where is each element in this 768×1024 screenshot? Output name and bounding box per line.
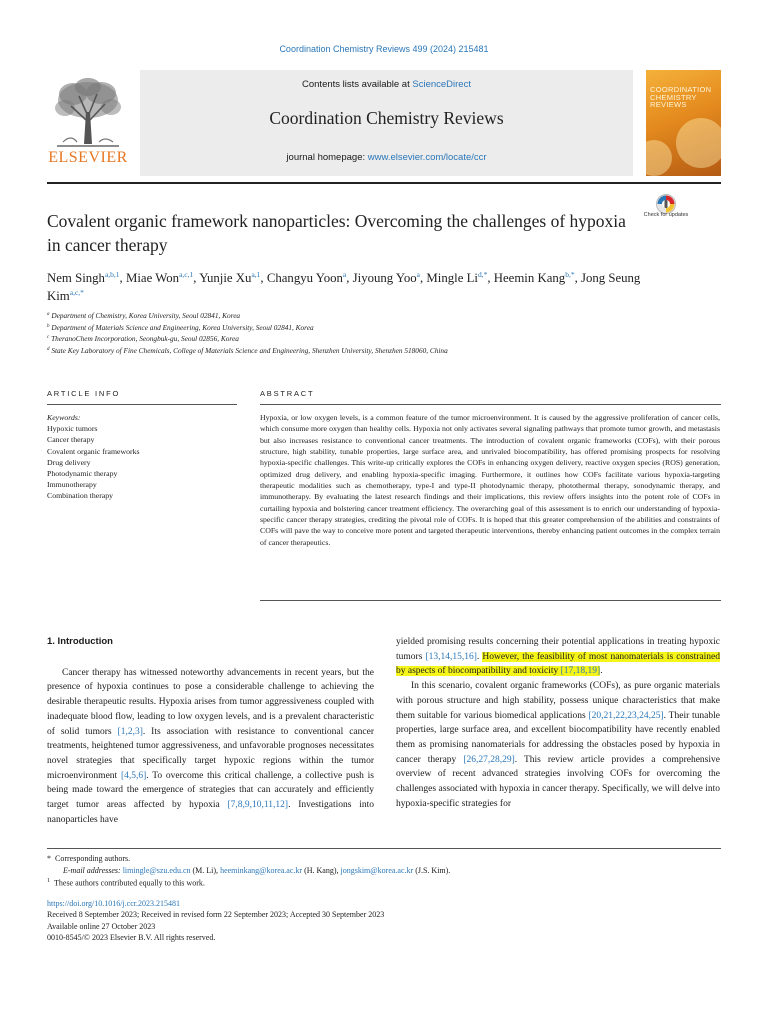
email-owner: (M. Li), <box>190 865 221 875</box>
equal-contribution-note: These authors contributed equally to this work. <box>54 878 205 888</box>
article-title: Covalent organic framework nanoparticles: Overcoming the challenges of hypoxia in cancer therapy <box>47 211 626 255</box>
citation-link[interactable]: [4,5,6] <box>120 770 147 781</box>
keyword-item: Covalent organic frameworks <box>47 446 140 456</box>
journal-masthead <box>47 70 721 176</box>
author-name: Jong Seung Kim <box>47 271 641 303</box>
text-run: . Their tunable properties, large surface area, and excellent biocompatibility have recently enabled them as promising nanomaterials for addressing the obstacles posed by hypoxia in cancer therapy <box>396 710 720 765</box>
elsevier-wordmark: ELSEVIER <box>48 149 128 166</box>
journal-title: Coordination Chemistry Reviews <box>269 108 504 128</box>
email-footnote <box>47 865 721 877</box>
intro-paragraph-1 <box>47 666 374 828</box>
corresponding-mark: * <box>47 854 51 863</box>
author-affiliation-marks[interactable]: a,1 <box>251 270 261 279</box>
abstract-heading: ABSTRACT <box>260 389 315 398</box>
text-run: . <box>600 666 603 677</box>
email-owner: (H. Kang), <box>302 865 341 875</box>
text-run: . This review article provides a comprehensive overview of recent advanced strategies involving COFs for overcoming the challenges associated with hypoxia in cancer therapy. Specifically, we will delve into hypoxia-specific strategies for <box>396 754 720 809</box>
article-info-rule <box>47 404 237 405</box>
crossmark-badge[interactable] <box>648 193 684 229</box>
citation-link[interactable]: [17,18,19] <box>560 666 601 677</box>
journal-citation-link[interactable]: Coordination Chemistry Reviews 499 (2024) 215481 <box>279 44 489 54</box>
affiliation-item <box>47 310 647 322</box>
keyword-item: Photodynamic therapy <box>47 469 118 479</box>
journal-homepage-line <box>140 152 633 163</box>
author-affiliation-marks[interactable]: a,c,1 <box>179 270 194 279</box>
author-name: Miae Won <box>125 271 180 285</box>
keyword-item: Hypoxic tumors <box>47 424 98 434</box>
text-run: . To overcome this critical challenge, a collective push is being made toward the emergence of strategies that can accurately and efficiently target tumor areas affected by hypoxia <box>47 770 374 811</box>
author-name: Yunjie Xu <box>199 271 252 285</box>
publication-info <box>47 898 721 943</box>
elsevier-logo[interactable] <box>47 70 129 176</box>
author-affiliation-marks[interactable]: b,* <box>565 270 575 279</box>
author-name: Heemin Kang <box>493 271 566 285</box>
author-affiliation-marks[interactable]: a <box>416 270 421 279</box>
citation-link[interactable]: [26,27,28,29] <box>463 754 515 765</box>
affiliation-mark: b <box>47 323 50 329</box>
author-list: Nem Singh$^{a,b,1}$, Miae Won$^{a,c,1}$, Yunjie Xu$^{a,1}$, Changyu Yoon$^a$, Jiyoung Yoo$^a$, Mingle $Li^{d,*}$, Heemin Kang$^{b,*}$, Jong Seung Kim$^{a,c,*}$ <box>47 270 641 303</box>
equal-contribution-footnote <box>47 876 721 889</box>
keywords-list <box>47 423 227 501</box>
text-run: . Investigations into nanoparticles have <box>47 800 374 825</box>
author <box>353 271 420 285</box>
section-heading-introduction: 1. Introduction <box>47 636 113 647</box>
journal-cover-thumbnail[interactable] <box>646 70 721 176</box>
author-name: Changyu Yoon <box>266 271 343 285</box>
email-link[interactable]: limingle@szu.edu.cn <box>122 865 191 875</box>
text-run: . Its association with resistance to conventional cancer treatments, heightened tumor aggressiveness, and unfavorable prognoses necessitates novel strategies that specifically target hypoxic regions within the tumor microenvironment <box>47 726 374 781</box>
affiliation-mark: a <box>47 312 50 317</box>
affiliation-text: Department of Materials Science and Engineering, Korea University, Seoul 02841, Korea <box>51 322 314 332</box>
email-label: E-mail addresses: <box>63 865 123 875</box>
author-name: Mingle Li <box>426 271 478 285</box>
masthead-rule <box>47 182 721 184</box>
body-column-right <box>396 635 720 811</box>
abstract-text: Hypoxia, or low oxygen levels, is a common feature of the tumor microenvironment. It is caused by the aggressive proliferation of cancer cells, which consume more oxygen than healthy cells. Hypoxia not only activates several signaling pathways that promote tumor growth, and metastasis but also increases resistance to conventional cancer treatments. The introduction of covalent organic frameworks (COFs), with their porous structure, high stability, tunable properties, large surface area, and unrivaled biocompatibility, has offered promising prospects for resolving hypoxia-specific challenges. This write-up critically explores the COFs in enhancing oxygen delivery, reactive oxygen species (ROS) generation, optimized drug delivery, and enabling hypoxia-specific imaging. Furthermore, it outlines how COFs facilitate various hypoxia-targeting therapeutic modalities such as chemotherapy, type-I and type-II photodynamic therapy, photothermal therapy, sonodynamic therapy, and immunotherapy. By evaluating the latest research findings and their implications, this review offers insights into the potent role of COFs in curtailing hypoxia and bolstering cancer treatment efficiency. The overarching goal of this assessment is to enrich our understanding of hypoxia-specific cancer therapy strategies, crediting the pivotal role of COFs. It is hoped that this greater comprehension of the abilities and constraints of COFs will pave the way to conceive more potent and targeted therapeutic interventions, thereby enhancing patient outcomes in the complex terrain of cancer therapeutics. <box>260 413 720 547</box>
equal-mark: 1 <box>47 878 50 884</box>
email-link[interactable]: heeminkang@korea.ac.kr <box>220 865 303 875</box>
crossmark-label: Check for updates <box>643 212 689 218</box>
author <box>426 271 487 285</box>
cover-title: COORDINATION CHEMISTRY REVIEWS <box>650 85 712 109</box>
text-run: yielded promising results concerning their potential applications in treating hypoxic tumors <box>396 637 720 662</box>
footnotes <box>47 853 721 889</box>
affiliation-text: TheranoChem Incorporation, Seongbuk-gu, Seoul 02856, Korea <box>51 334 239 343</box>
keywords-block <box>47 412 227 502</box>
contents-prefix: Contents lists available at <box>302 79 413 90</box>
abstract-rule <box>260 404 721 405</box>
intro-paragraph-1-continued <box>396 635 720 679</box>
affiliations-list <box>47 310 647 356</box>
email-link[interactable]: jongskim@korea.ac.kr <box>340 865 414 875</box>
intro-paragraph-2 <box>396 679 720 811</box>
author <box>199 271 260 285</box>
citation-link[interactable]: [1,2,3] <box>117 726 143 737</box>
affiliation-mark: c <box>47 335 50 340</box>
affiliation-text: Department of Chemistry, Korea University, Seoul 02841, Korea <box>51 311 241 320</box>
article-info-heading: ARTICLE INFO <box>47 389 121 398</box>
doi-link[interactable]: https://doi.org/10.1016/j.ccr.2023.215481 <box>47 899 180 908</box>
corresponding-footnote <box>47 853 721 865</box>
author <box>267 271 346 285</box>
text-run: In this scenario, covalent organic frameworks (COFs), as pure organic materials with porous structure and high stability, possess unique characteristics that make them suitable for various biomedical applications <box>396 681 720 721</box>
available-online-date: Available online 27 October 2023 <box>47 921 156 931</box>
text-run: . <box>476 651 483 662</box>
author-name: Jiyoung Yoo <box>352 271 417 285</box>
author-affiliation-marks[interactable]: d,* <box>477 270 488 279</box>
author <box>47 271 120 285</box>
journal-info-band <box>140 70 633 176</box>
received-dates: Received 8 September 2023; Received in revised form 22 September 2023; Accepted 30 September 2023 <box>47 910 385 920</box>
author-affiliation-marks[interactable]: a <box>342 270 347 279</box>
affiliation-text: State Key Laboratory of Fine Chemicals, College of Materials Science and Engineering, Shenzhen University, Shenzhen 518060, China <box>51 345 448 355</box>
text-run: Cancer therapy has witnessed noteworthy advancements in recent years, but the presence of hypoxia continues to pose a considerable challenge to achieving the desirable therapeutic results. Hypoxia arises from tumor aggressiveness coupled with inadequate blood flow, leading to low oxygen levels, and is a prevalent characteristic of solid tumors <box>47 667 374 737</box>
homepage-prefix: journal homepage: <box>286 152 368 163</box>
citation-link[interactable]: [13,14,15,16] <box>425 651 477 662</box>
author-name: Nem Singh <box>47 271 105 285</box>
affiliation-item <box>47 333 647 345</box>
sciencedirect-link[interactable]: ScienceDirect <box>412 79 471 90</box>
author-affiliation-marks[interactable]: a,b,1 <box>104 270 120 279</box>
keyword-item: Immunotherapy <box>47 480 97 490</box>
keywords-label: Keywords: <box>47 413 81 422</box>
email-list <box>123 866 451 875</box>
citation-link[interactable]: [7,8,9,10,11,12] <box>227 800 289 811</box>
text-run: However, the feasibility of most nanomaterials is constrained by aspects of biocompatibility and toxicity <box>396 651 720 677</box>
affiliation-item <box>47 345 647 357</box>
affiliation-item <box>47 322 647 334</box>
footnote-rule <box>47 848 721 849</box>
corresponding-label: Corresponding authors. <box>55 854 131 863</box>
author-affiliation-marks[interactable]: a,c,* <box>69 288 84 297</box>
author <box>494 271 575 285</box>
body-column-left <box>47 635 374 827</box>
abstract-bottom-rule <box>260 600 721 601</box>
contents-available-line <box>140 79 633 90</box>
elsevier-tree-icon <box>51 76 125 148</box>
author <box>126 271 193 285</box>
keyword-item: Combination therapy <box>47 491 114 501</box>
affiliation-mark: d <box>47 346 50 352</box>
copyright-line: 0010-8545/© 2023 Elsevier B.V. All rights reserved. <box>47 932 216 942</box>
journal-homepage-link[interactable]: www.elsevier.com/locate/ccr <box>367 152 487 163</box>
citation-link[interactable]: [20,21,22,23,24,25] <box>588 710 664 721</box>
keyword-item: Cancer therapy <box>47 435 95 445</box>
keyword-item: Drug delivery <box>47 457 91 467</box>
email-owner: (J.S. Kim). <box>413 865 451 875</box>
